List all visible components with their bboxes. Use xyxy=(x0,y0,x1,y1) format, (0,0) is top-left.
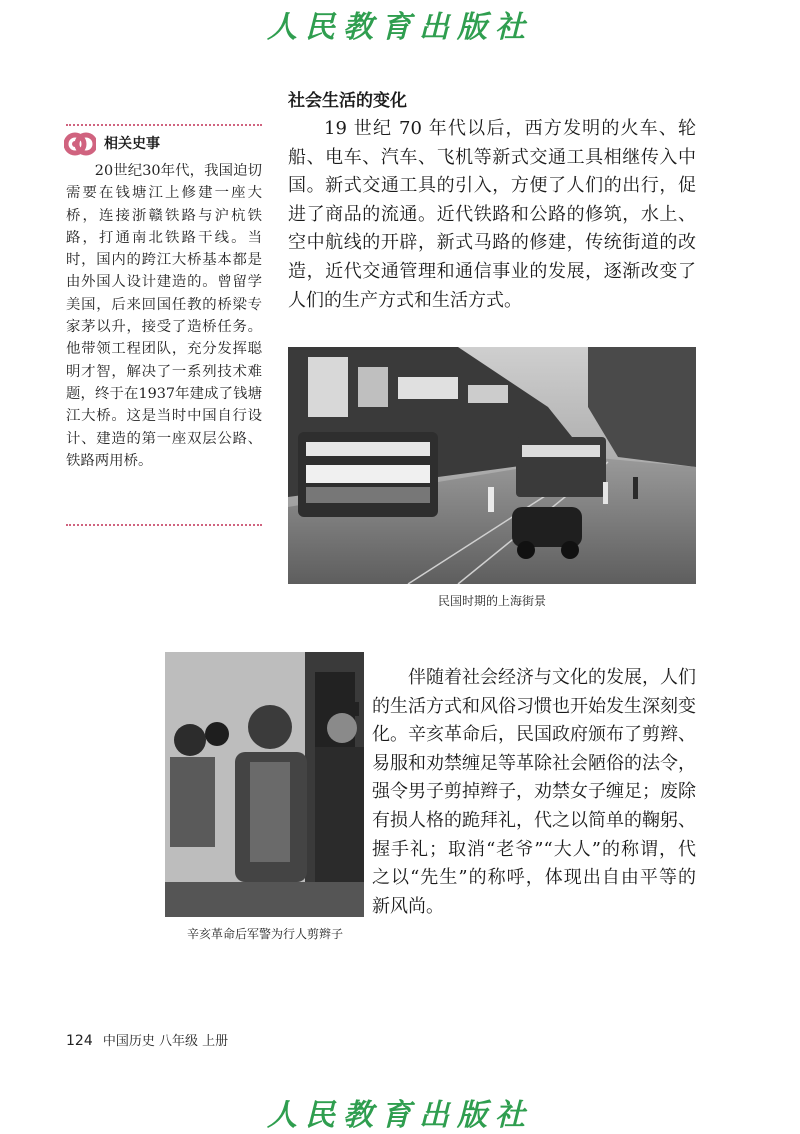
photo1-caption: 民国时期的上海街景 xyxy=(437,594,546,608)
body-paragraph-1: 19 世纪 70 年代以后，西方发明的火车、轮船、电车、汽车、飞机等新式交通工具相继传入中国。新式交通工具的引入，方便了人们的出行，促进了商品的流通。近代铁路和公路的修筑，水上、空中航线的开辟，新式马路的修建，传统街道的改造，近代交通管理和通信事业的发展，逐渐改变了人们的生产方式和生活方式。 xyxy=(288,118,696,311)
section-title: 社会生活的变化 xyxy=(288,91,407,111)
sidebar-rule-bottom xyxy=(66,524,262,526)
body-paragraph-2: 伴随着社会经济与文化的发展，人们的生活方式和风俗习惯也开始发生深刻变化。辛亥革命后，民国政府颁布了剪辫、易服和劝禁缠足等革除社会陋俗的法令，强令男子剪掉辫子，劝禁女子缠足；废除有损人格的跪拜礼，代之以简单的鞠躬、握手礼；取消“老爷”“大人”的称谓，代之以“先生”的称呼，体现出自由平等的新风尚。 xyxy=(372,667,696,917)
publisher-watermark-bottom: 人民教育出版社 xyxy=(267,1098,533,1133)
page-footer xyxy=(66,1030,228,1049)
sidebar-heading: 相关史事 xyxy=(104,136,160,152)
shanghai-street-photo xyxy=(288,347,696,584)
sidebar-text: 20世纪30年代，我国迫切需要在钱塘江上修建一座大桥，连接浙赣铁路与沪杭铁路，打通南北铁路干线。当时，国内的跨江大桥基本都是由外国人设计建造的。曾留学美国，后来回国任教的桥梁专家茅以升，接受了造桥任务。他带领工程团队，充分发挥聪明才智，解决了一系列技术难题，终于在1937年建成了钱塘江大桥。这是当时中国自行设计、建造的第一座双层公路、铁路两用桥。 xyxy=(66,163,262,469)
photo2-caption: 辛亥革命后军警为行人剪辫子 xyxy=(186,927,343,941)
book-title: 中国历史 八年级 上册 xyxy=(102,1034,229,1049)
queue-cutting-photo xyxy=(165,652,364,917)
sidebar-rule-top xyxy=(66,124,262,126)
related-history-icon xyxy=(64,128,96,160)
publisher-watermark-top: 人民教育出版社 xyxy=(267,10,533,45)
page-number: 124 xyxy=(66,1033,93,1049)
